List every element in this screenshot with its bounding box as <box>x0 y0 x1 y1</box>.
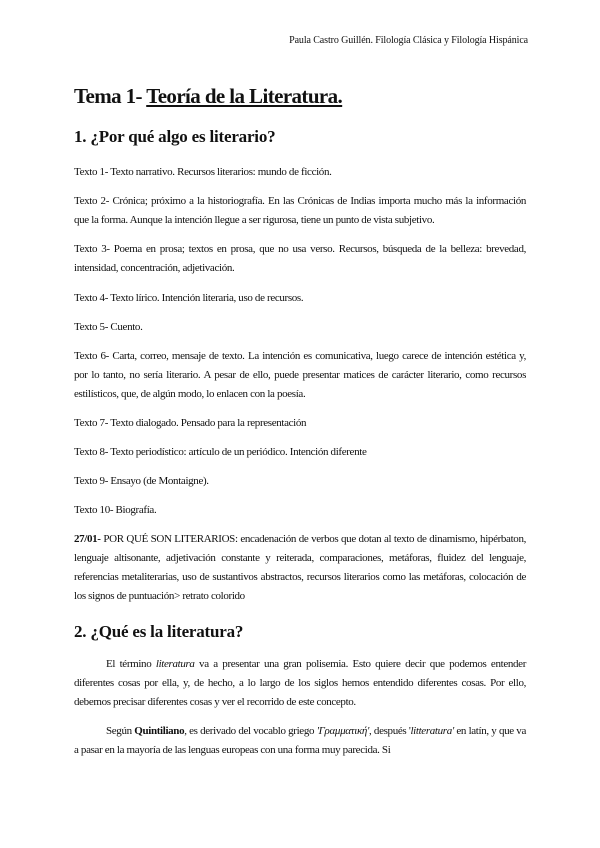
texto-7: Texto 7- Texto dialogado. Pensado para la representación <box>74 417 307 429</box>
texto-2: Texto 2- Crónica; próximo a la historiografía. En las Crónicas de Indias importa mucho más la información que la forma. Aunque la intención llegue a ser rigurosa, tiene un punto de vista subjetivo. <box>74 195 526 226</box>
texto-1: Texto 1- Texto narrativo. Recursos literarios: mundo de ficción. <box>74 166 332 178</box>
p2-mid2: , después ' <box>369 725 411 737</box>
paragraph-polisemia <box>74 655 526 712</box>
texto-9: Texto 9- Ensayo (de Montaigne). <box>74 475 209 487</box>
paragraph-quintiliano <box>74 722 526 760</box>
texto-8: Texto 8- Texto periodístico: artículo de un periódico. Intención diferente <box>74 446 367 458</box>
p2-quintiliano: Quintiliano <box>134 725 185 737</box>
texto-4: Texto 4- Texto lírico. Intención literaria, uso de recursos. <box>74 292 304 304</box>
page-header: Paula Castro Guillén. Filología Clásica y Filología Hispánica <box>289 35 528 46</box>
section-1-heading: 1. ¿Por qué algo es literario? <box>74 127 276 146</box>
p1-before: El término <box>106 658 156 670</box>
p2-greek-word: 'Γραμματική' <box>316 725 370 737</box>
note-literary-features <box>74 530 526 606</box>
note-date: 27/01- <box>74 533 101 545</box>
note-text: POR QUÉ SON LITERARIOS: encadenación de verbos que dotan al texto de dinamismo, hipérbaton, lenguaje altisonante, adjetivación constante y reiterada, comparaciones, metáforas, fluidez del lenguaje, referencias metaliterarias, uso de sustantivos abstractos, recursos literarios como las metáforas, colocación de los signos de puntuación> retrato colorido <box>74 533 526 602</box>
section-2-heading: 2. ¿Qué es la literatura? <box>74 622 244 641</box>
texto-5: Texto 5- Cuento. <box>74 321 143 333</box>
p1-italic-term: literatura <box>155 658 195 670</box>
p2-mid1: , es derivado del vocablo griego <box>184 725 317 737</box>
p2-after: en latín, y que va a pasar en la mayoría de las lenguas europeas con una forma muy parecida. Si <box>74 725 526 756</box>
texto-6: Texto 6- Carta, correo, mensaje de texto. La intención es comunicativa, luego carece de intención estética y, por lo tanto, no sería literario. A pesar de ello, puede presentar matices de carácter literario, como recursos estilísticos, que, de algún modo, lo enlacen con la poesía. <box>74 350 526 400</box>
title-prefix: Tema 1- <box>74 84 147 108</box>
p1-after: va a presentar una gran polisemia. Esto quiere decir que podemos entender diferentes cosas por ella, y, de hecho, a lo largo de los siglos hemos entendido diferentes cosas. Por ello, debemos precisar diferentes cosas y ver el recorrido de este concepto. <box>74 658 527 708</box>
p2-latin-word: litteratura' <box>410 725 454 737</box>
page-title <box>74 84 342 109</box>
texto-3: Texto 3- Poema en prosa; textos en prosa, que no usa verso. Recursos, búsqueda de la belleza: brevedad, intensidad, concentración, adjetivación. <box>74 243 526 274</box>
title-underlined: Teoría de la Literatura. <box>146 84 343 108</box>
texto-10: Texto 10- Biografía. <box>74 504 157 516</box>
p2-before: Según <box>106 725 135 737</box>
